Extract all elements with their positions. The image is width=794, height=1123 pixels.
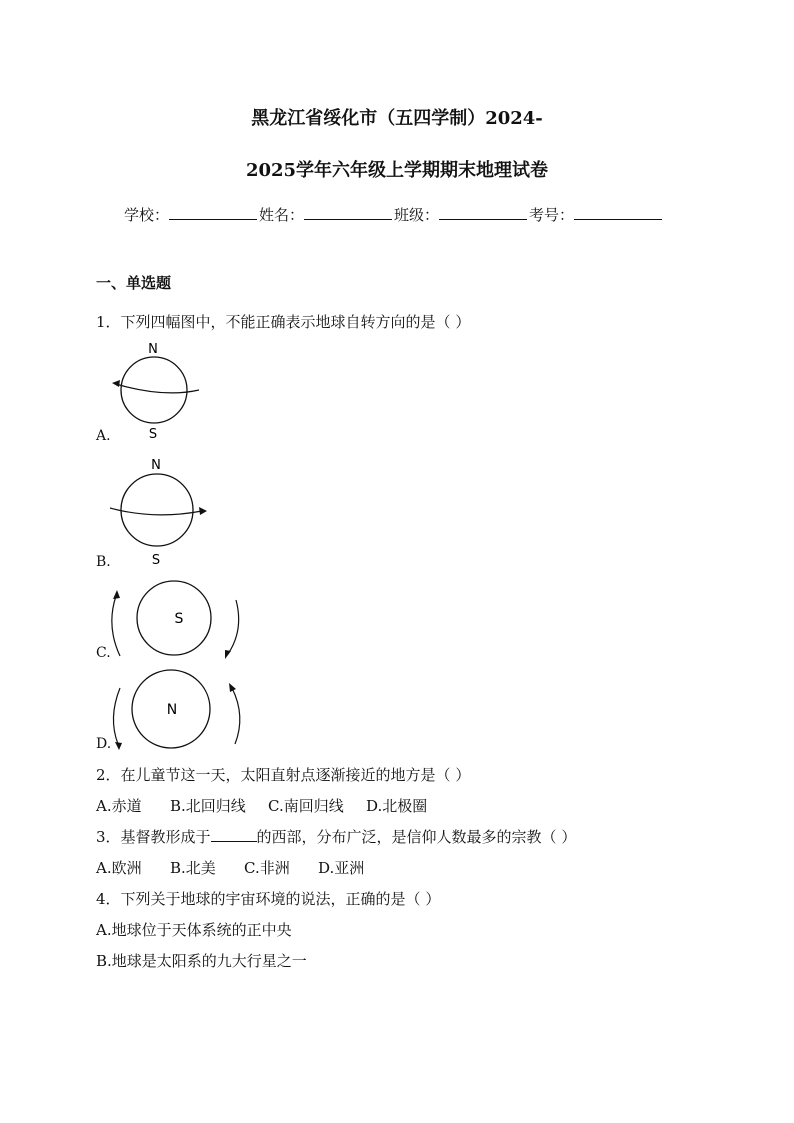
rotation-arrow [110,508,202,515]
q4-option-a[interactable]: A.地球位于天体系统的正中央 [96,921,292,939]
q2-option-a[interactable]: A.赤道 [96,797,142,815]
question-2-stem: 2．在儿童节这一天，太阳直射点逐渐接近的地方是（ ） [96,766,471,784]
right-arrow [232,688,240,744]
question-1-stem: 1．下列四幅图中，不能正确表示地球自转方向的是（ ） [96,313,471,331]
q1-option-a[interactable]: A. [96,428,111,444]
school-blank[interactable] [169,205,257,220]
name-blank[interactable] [304,205,392,220]
q1-option-b[interactable]: B. [96,554,111,570]
question-3-stem [96,826,576,847]
arrow-head [199,507,207,515]
arrow-head [225,650,231,659]
title-line-2: 2025学年六年级上学期期末地理试卷 [245,160,549,181]
arrow-head [229,683,236,692]
arrow-head [113,590,120,599]
q2-option-c[interactable]: C.南回归线 [268,797,344,815]
q1-option-d[interactable]: D. [96,736,112,752]
exam-no-blank[interactable] [574,205,662,220]
left-arrow [113,688,120,744]
exam-no-label: 考号： [529,206,575,224]
class-label: 班级： [394,206,440,224]
section-heading: 一、单选题 [96,274,172,292]
question-3-options [96,857,364,878]
q1-figure-a [104,340,204,444]
arrow-head [112,380,120,387]
class-blank[interactable] [439,205,527,220]
school-label: 学校： [124,206,170,224]
right-arrow [228,600,239,654]
q3-option-b[interactable]: B.北美 [170,859,216,877]
label-south: S [148,427,158,440]
label-north: N [148,342,158,357]
pole-label: S [174,611,184,627]
label-north: N [151,458,161,473]
q3-stem-before: 3．基督教形成于 [96,828,211,846]
name-label: 姓名： [259,206,305,224]
globe-circle [121,474,193,546]
left-arrow [112,596,120,656]
pole-label: N [166,702,178,718]
title-line-1: 黑龙江省绥化市（五四学制）2024- [251,108,543,129]
q3-option-d[interactable]: D.亚洲 [318,859,365,877]
question-2-options [96,795,427,816]
q2-option-d[interactable]: D.北极圈 [366,797,428,815]
q1-figure-c [104,576,249,666]
q3-stem-after: 的西部，分布广泛，是信仰人数最多的宗教（ ） [256,828,577,846]
globe-circle [121,357,187,423]
q2-option-b[interactable]: B.北回归线 [170,797,246,815]
q1-figure-b [104,454,214,570]
arrow-head [115,742,122,750]
student-info-row [124,204,664,225]
q3-fill-blank[interactable] [211,827,257,842]
q1-option-c[interactable]: C. [96,645,111,661]
question-4-stem: 4．下列关于地球的宇宙环境的说法，正确的是（ ） [96,890,441,908]
q3-option-a[interactable]: A.欧洲 [96,859,142,877]
q3-option-c[interactable]: C.非洲 [244,859,290,877]
q1-figure-d [104,666,249,760]
q4-option-b[interactable]: B.地球是太阳系的九大行星之一 [96,952,307,970]
label-south: S [151,553,161,566]
